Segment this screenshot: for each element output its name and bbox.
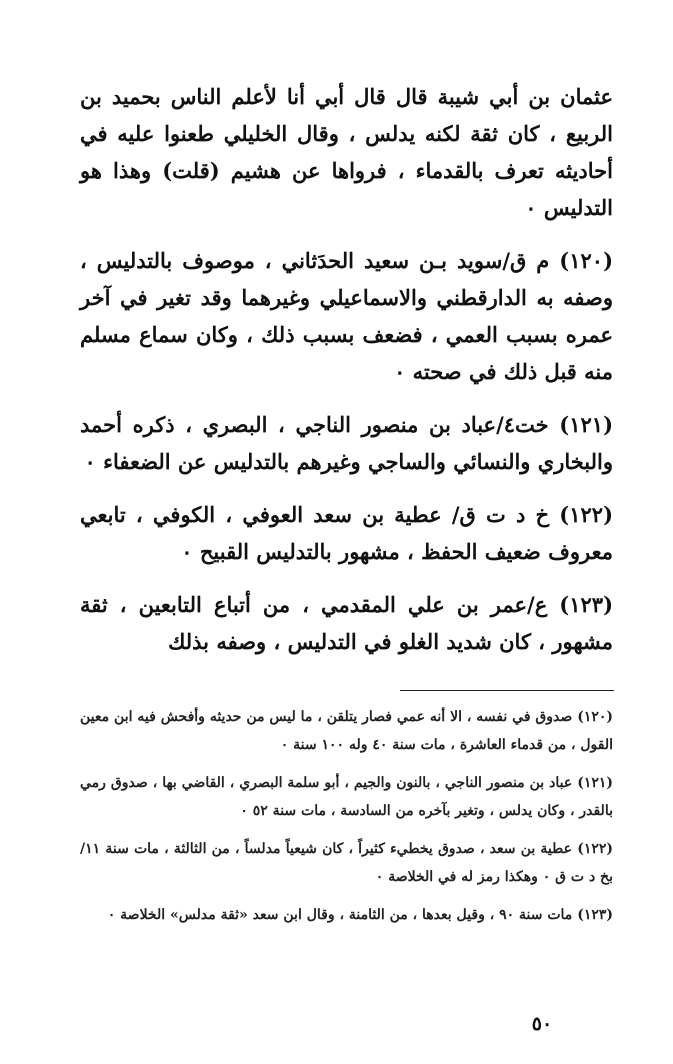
entry-text: خ د ت ق/ عطية بن سعد العوفي ، الكوفي ، تابعي معروف ضعيف الحفظ ، مشهور بالتدليس القبيح ٠ bbox=[80, 502, 613, 564]
entry-text: م ق/سويد بـن سعيد الحدَثاني ، موصوف بالتدليس ، وصفه به الدارقطني والاسماعيلي وغيرهما وقد تغير في آخر عمره بسبب العمي ، فضعف بسبب ذلك ، وكان سماع مسلم منه قبل ذلك في صحته ٠ bbox=[80, 248, 613, 384]
footnote-text: مات سنة ٩٠ ، وقيل بعدها ، من الثامنة ، وقال ابن سعد «ثقة مدلس» الخلاصة ٠ bbox=[107, 907, 573, 923]
footnote-separator bbox=[400, 690, 614, 691]
footnote-122 bbox=[80, 835, 613, 891]
entry-text: خت٤/عباد بن منصور الناجي ، البصري ، ذكره أحمد والبخاري والنسائي والساجي وغيرهم بالتدليس عن الضعفاء ٠ bbox=[80, 412, 613, 474]
entry-123 bbox=[80, 586, 613, 660]
entry-number: (١٢١) bbox=[559, 412, 613, 437]
footnotes bbox=[80, 703, 613, 939]
main-text bbox=[80, 78, 613, 660]
page-number: ٥٠ bbox=[531, 1013, 553, 1035]
footnote-120 bbox=[80, 703, 613, 759]
footnote-text: صدوق في نفسه ، الا أنه عمي فصار يتلقن ، ما ليس من حديثه وأفحش فيه ابن معين القول ، من قدماء العاشرة ، مات سنة ٤٠ وله ١٠٠ سنة ٠ bbox=[80, 709, 613, 753]
footnote-123 bbox=[80, 901, 613, 929]
footnote-text: عباد بن منصور الناجي ، بالنون والجيم ، أبو سلمة البصري ، القاضي بها ، صدوق رمي بالقدر ، وكان يدلس ، وتغير بآخره من السادسة ، مات سنة ٥٢ ٠ bbox=[80, 775, 613, 819]
footnote-number: (١٢٠) bbox=[577, 709, 613, 725]
footnote-121 bbox=[80, 769, 613, 825]
footnote-text: عطية بن سعد ، صدوق يخطيء كثيراً ، كان شيعياً مدلساً ، من الثالثة ، مات سنة ١١/بخ د ت ق ٠ وهكذا رمز له في الخلاصة ٠ bbox=[80, 841, 613, 885]
footnote-number: (١٢٢) bbox=[577, 841, 613, 857]
entry-121 bbox=[80, 406, 613, 480]
intro-paragraph: عثمان بن أبي شيبة قال قال أبي أنا لأعلم الناس بحميد بن الربيع ، كان ثقة لكنه يدلس ، وقال الخليلي طعنوا عليه في أحاديثه تعرف بالقدماء ، فرواها عن هشيم (قلت) وهذا هو التدليس ٠ bbox=[80, 84, 613, 220]
entry-number: (١٢٢) bbox=[559, 502, 614, 527]
footnote-number: (١٢٣) bbox=[577, 907, 613, 923]
entry-120 bbox=[80, 242, 613, 390]
entry-number: (١٢٠) bbox=[559, 248, 613, 273]
entry-122 bbox=[80, 496, 613, 570]
entry-text: ع/عمر بن علي المقدمي ، من أتباع التابعين ، ثقة مشهور ، كان شديد الغلو في التدليس ، وصفه بذلك bbox=[80, 592, 613, 654]
entry-number: (١٢٣) bbox=[559, 592, 614, 617]
footnote-number: (١٢١) bbox=[577, 775, 614, 791]
